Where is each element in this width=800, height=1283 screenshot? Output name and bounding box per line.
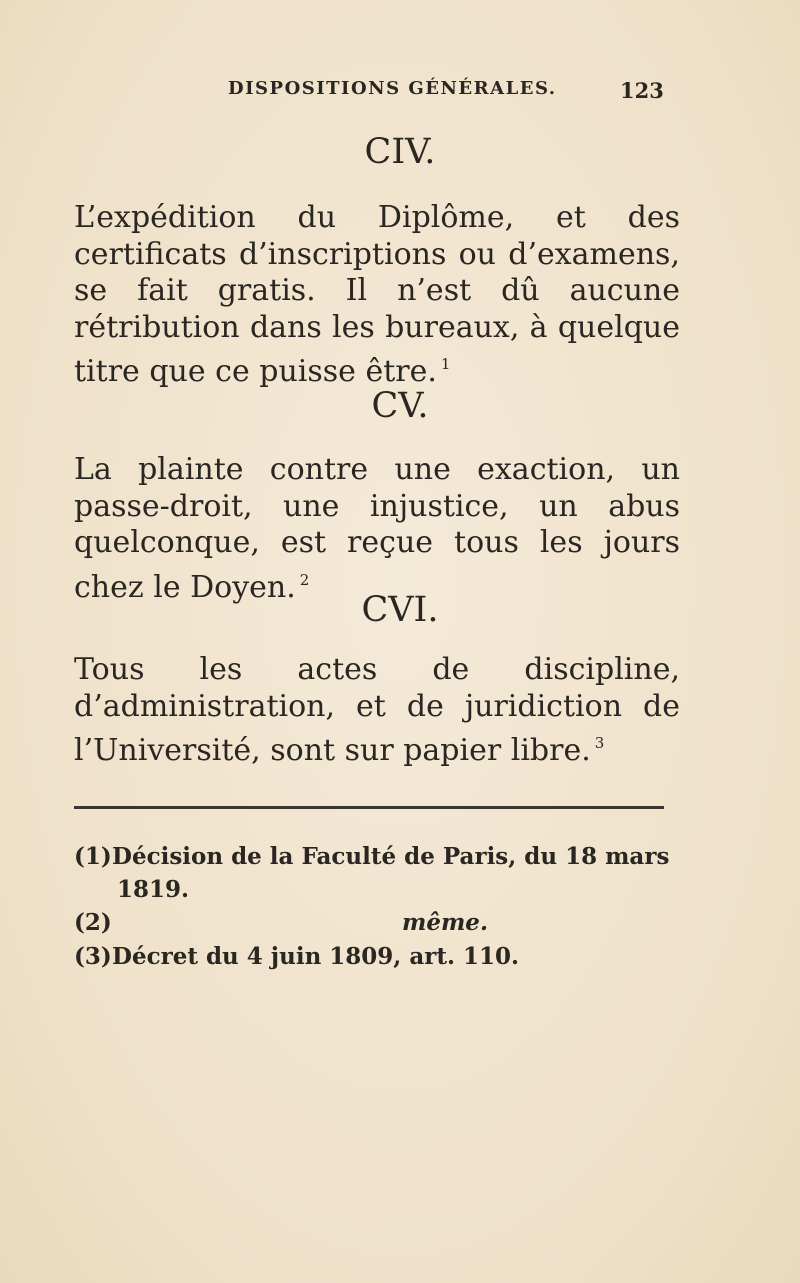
footnote-2 xyxy=(74,908,674,938)
article-body: La plainte contre une exaction, un passe-droit, une injustice, un abus quelconque, est reçue tous les jours chez le Doyen. xyxy=(74,452,680,605)
footnote-text: Décret du 4 juin 1809, art. 110. xyxy=(112,943,520,970)
article-text-cvi xyxy=(74,652,680,770)
article-number-cvi: CVI. xyxy=(361,590,439,630)
article-text-cv xyxy=(74,452,680,606)
footnote-ref: 3 xyxy=(594,734,605,752)
footnote-3 xyxy=(74,942,674,972)
article-body: Tous les actes de discipline, d’administration, et de juridiction de l’Université, sont sur papier libre. xyxy=(74,652,680,768)
article-body: L’expédition du Diplôme, et des certificats d’inscriptions ou d’examens, se fait gratis. Il n’est dû aucune rétribution dans les bureaux, à quelque titre que ce puisse être. xyxy=(74,200,680,389)
footnote-text: même. xyxy=(402,909,488,936)
footnote-ref: 1 xyxy=(440,355,451,373)
footnote-ref: 2 xyxy=(299,570,310,589)
article-number-cv: CV. xyxy=(371,386,429,426)
footnote-1-continuation: 1819. xyxy=(117,876,190,903)
running-head: DISPOSITIONS GÉNÉRALES. xyxy=(228,78,557,99)
page-number: 123 xyxy=(620,78,664,103)
footnote-mark: (2) xyxy=(74,909,112,936)
footnote-text: Décision de la Faculté de Paris, du 18 mars xyxy=(112,843,670,870)
article-number-civ: CIV. xyxy=(364,132,436,172)
footnote-mark: (1) xyxy=(74,843,112,870)
footnote-divider xyxy=(74,806,664,809)
footnote-1 xyxy=(74,842,674,872)
footnote-mark: (3) xyxy=(74,943,112,970)
article-text-civ xyxy=(74,200,680,391)
